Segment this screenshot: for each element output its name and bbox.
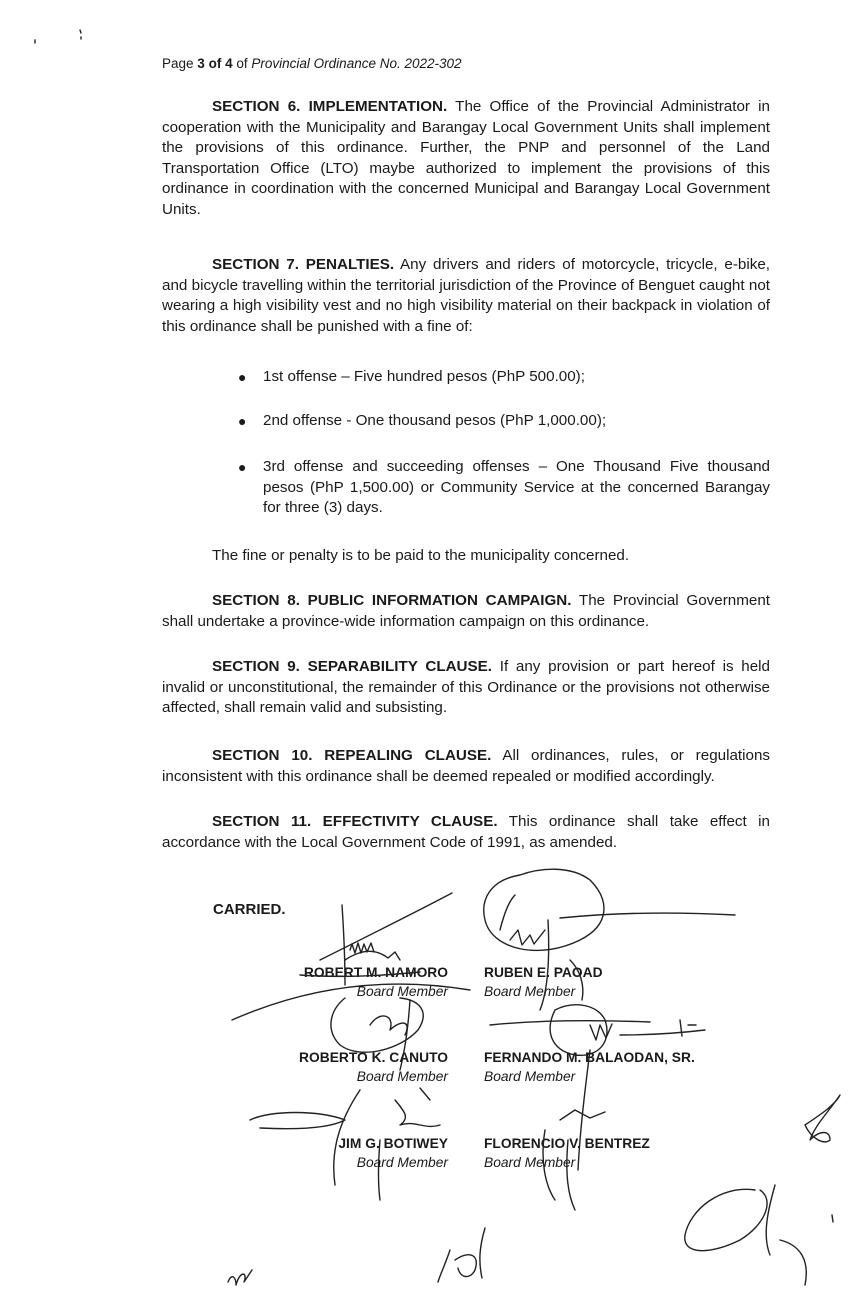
signature-stroke: [480, 1228, 485, 1278]
section-10-heading: SECTION 10. REPEALING CLAUSE.: [212, 747, 492, 764]
signatory-title: Board Member: [356, 1069, 448, 1084]
signatory-name: ROBERT M. NAMORO: [303, 965, 448, 980]
signature-stroke: [490, 1021, 650, 1025]
bullet-dot-icon: ●: [238, 369, 247, 385]
signatory-title: Board Member: [356, 984, 448, 999]
header-prefix: Page: [162, 56, 194, 71]
signature-stroke: [455, 1255, 476, 1277]
section-8-text: The Provincial Government shall undertake a province-wide information campaign on this ordinance.: [162, 592, 770, 630]
signature-stroke: [560, 1110, 605, 1120]
section-11: [162, 812, 770, 853]
header-of-2: of: [236, 56, 248, 71]
signatory-name: FERNANDO M. BALAODAN, SR.: [484, 1050, 695, 1065]
signatory-paoad: [484, 963, 724, 1001]
section-11-text: This ordinance shall take effect in accordance with the Local Government Code of 1991, as amended.: [162, 813, 770, 851]
section-11-heading: SECTION 11. EFFECTIVITY CLAUSE.: [212, 813, 498, 830]
signature-stroke: [395, 1100, 440, 1126]
section-9-heading: SECTION 9. SEPARABILITY CLAUSE.: [212, 658, 493, 675]
signatory-name: RUBEN E. PAOAD: [484, 965, 603, 980]
signature-stroke: [510, 930, 545, 945]
signature-stroke: [805, 1095, 840, 1142]
signature-stroke: [590, 1024, 612, 1040]
section-10-text: All ordinances, rules, or regulations inconsistent with this ordinance shall be deemed repealed or modified accordingly.: [162, 747, 770, 785]
signatory-name: JIM G. BOTIWEY: [338, 1136, 448, 1151]
penalty-item-1: [238, 367, 770, 388]
section-10: [162, 746, 770, 787]
carried-label: CARRIED.: [213, 901, 286, 918]
signature-stroke: [350, 943, 374, 953]
signatory-name: ROBERTO K. CANUTO: [299, 1050, 448, 1065]
fine-note: [162, 546, 770, 567]
section-9-text: If any provision or part hereof is held invalid or unconstitutional, the remainder of this Ordinance or the provisions not otherwise affected, shall remain valid and subsisting.: [162, 658, 770, 717]
penalty-item-text: 2nd offense - One thousand pesos (PhP 1,000.00);: [263, 412, 607, 429]
signature-stroke: [766, 1185, 775, 1255]
section-8: [162, 591, 770, 632]
fine-note-text: The fine or penalty is to be paid to the municipality concerned.: [212, 547, 630, 564]
signature-stroke: [438, 1250, 450, 1282]
signatory-title: Board Member: [484, 1155, 576, 1170]
page-header: [162, 56, 462, 71]
section-7-text: Any drivers and riders of motorcycle, tricycle, e-bike, and bicycle travelling within the territorial jurisdiction of the Province of Benguet caught not wearing a high visibility vest and no high visibility material on their backpack in violation of this ordinance shall be punished with a fine of:: [162, 256, 770, 335]
signature-stroke: [780, 1240, 806, 1285]
header-page-number: 3: [197, 56, 205, 71]
signatory-name: FLORENCIO V. BENTREZ: [484, 1136, 650, 1151]
bullet-dot-icon: ●: [238, 459, 247, 475]
header-ordinance-number: Provincial Ordinance No. 2022-302: [251, 56, 462, 71]
signature-stroke: [680, 1020, 696, 1036]
signature-stroke: [320, 893, 452, 960]
header-of: of: [208, 56, 222, 71]
signature-stroke: [228, 1270, 252, 1285]
scan-mark: [80, 30, 81, 39]
section-9: [162, 657, 770, 719]
header-total-pages: 4: [225, 56, 233, 71]
signature-stroke: [832, 1215, 833, 1222]
signatory-title: Board Member: [484, 984, 576, 999]
signature-stroke: [500, 895, 515, 930]
section-6-heading: SECTION 6. IMPLEMENTATION.: [212, 98, 448, 115]
signature-stroke: [420, 1088, 430, 1100]
section-7-heading: SECTION 7. PENALTIES.: [212, 256, 395, 273]
signature-stroke: [250, 1113, 345, 1129]
bullet-dot-icon: ●: [238, 413, 247, 429]
penalty-item-text: 1st offense – Five hundred pesos (PhP 500.00);: [263, 368, 585, 385]
signatory-title: Board Member: [484, 1069, 576, 1084]
signatory-canuto: [250, 1048, 448, 1086]
signatory-namoro: [250, 963, 448, 1001]
signature-stroke: [370, 1016, 407, 1035]
penalty-item-2: [238, 411, 770, 432]
signature-stroke: [620, 1030, 705, 1035]
signature-stroke: [685, 1189, 767, 1250]
signature-stroke: [560, 913, 735, 918]
signatory-title: Board Member: [356, 1155, 448, 1170]
signature-stroke: [345, 951, 400, 960]
signatory-bentrez: [484, 1134, 724, 1172]
signatory-balaodan: [484, 1048, 744, 1086]
section-7: [162, 255, 770, 337]
signature-stroke: [484, 869, 604, 950]
section-6-text: The Office of the Provincial Administrator in cooperation with the Municipality and Barangay Local Government Units shall implement the provisions of this ordinance. Further, the PNP and personnel of the Land Transportation Office (LTO) maybe authorized to implement the provisions of this ordinance in coordination with the concerned Municipal and Barangay Local Government Units.: [162, 98, 770, 218]
section-8-heading: SECTION 8. PUBLIC INFORMATION CAMPAIGN.: [212, 592, 572, 609]
penalty-item-text: 3rd offense and succeeding offenses – One Thousand Five thousand pesos (PhP 1,500.00) or Community Service at the concerned Barangay for three (3) days.: [263, 458, 770, 517]
signature-stroke: [331, 998, 423, 1052]
signatory-botiwey: [250, 1134, 448, 1172]
penalty-item-3: [238, 457, 770, 519]
section-6: [162, 97, 770, 221]
